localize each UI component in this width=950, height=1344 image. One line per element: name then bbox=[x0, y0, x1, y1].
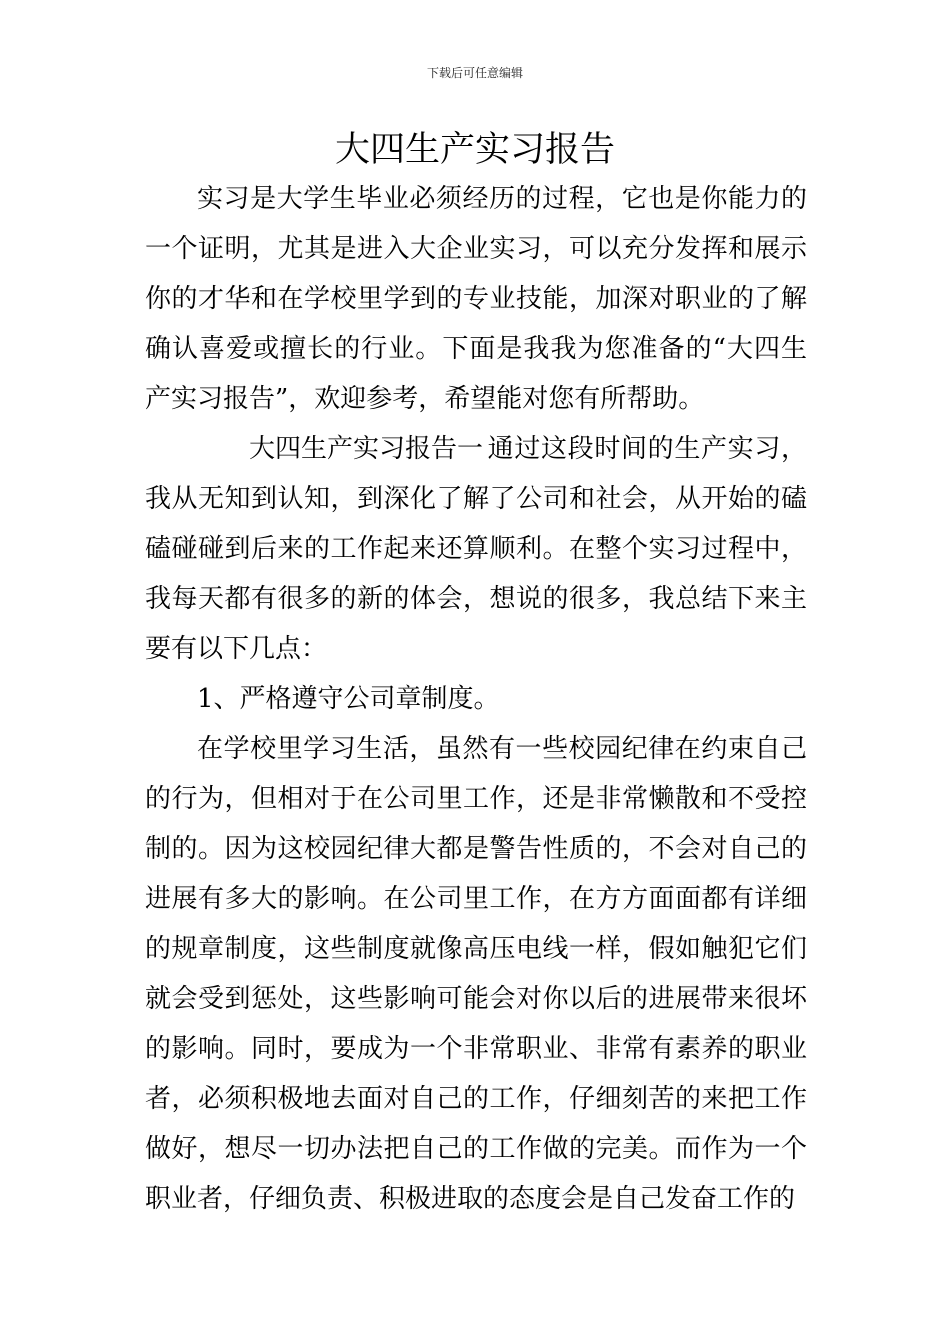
body-paragraph-3: 在学校里学习生活，虽然有一些校园纪律在约束自己的行为，但相对于在公司里工作，还是非常懒散和不受控制的。因为这校园纪律大都是警告性质的，不会对自己的进展有多大的影响。在公司里工作，在方方面面都有详细的规章制度，这些制度就像高压电线一样，假如触犯它们就会受到惩处，这些影响可能会对你以后的进展带来很坏的影响。同时，要成为一个非常职业、非常有素养的职业者，必须积极地去面对自己的工作，仔细刻苦的来把工作做好，想尽一切办法把自己的工作做的完美。而作为一个职业者，仔细负责、积极进取的态度会是自己发奋工作的 bbox=[145, 734, 807, 1214]
document-title: 大四生产实习报告 bbox=[334, 130, 615, 170]
intro-paragraph: 实习是大学生毕业必须经历的过程，它也是你能力的一个证明，尤其是进入大企业实习，可以充分发挥和展示你的才华和在学校里学到的专业技能，加深对职业的了解确认喜爱或擅长的行业。下面是我我为您准备的“大四生产实习报告”，欢迎参考，希望能对您有所帮助。 bbox=[145, 184, 807, 414]
point-1: 1、严格遵守公司章制度。 bbox=[197, 684, 500, 714]
section-heading: 大四生产实习报告一 bbox=[249, 434, 484, 464]
section1-paragraph bbox=[145, 424, 807, 674]
document-body bbox=[145, 174, 807, 1224]
header-note: 下载后可任意编辑 bbox=[426, 66, 523, 80]
section1-text: 通过这段时间的生产实习，我从无知到认知，到深化了解了公司和社会，从开始的磕磕碰碰到后来的工作起来还算顺利。在整个实习过程中，我每天都有很多的新的体会，想说的很多，我总结下来主要有以下几点： bbox=[145, 434, 807, 664]
